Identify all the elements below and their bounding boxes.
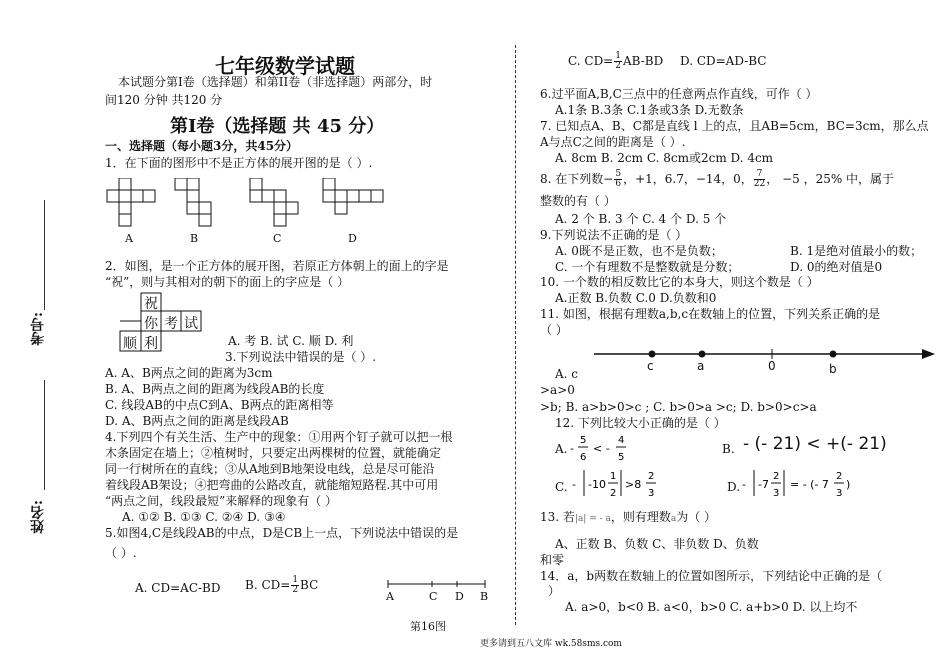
- q2-char-shi: 试: [184, 316, 198, 332]
- q1-label-d: D: [348, 232, 357, 245]
- q5-option-c-prefix: C. CD=: [568, 54, 614, 68]
- q13-end: 为（ ）: [676, 510, 717, 524]
- q5-option-d: D. CD=AD-BC: [680, 54, 767, 68]
- q13-abs-condition: |a| = - a: [574, 514, 611, 524]
- q8-den-1: 6: [615, 179, 622, 189]
- q13-mid: ，则有理数: [610, 510, 671, 524]
- svg-text:1: 1: [610, 471, 617, 482]
- q5-label-a: A: [386, 590, 394, 603]
- q12-option-d-math: [740, 464, 860, 502]
- q2-text: 2．如图，是一个正方体的展开图，若原正方体朝上的面上的字是: [105, 259, 449, 273]
- q1-text: 1．在下面的图形中不是正方体的展开图的是（ ）.: [105, 156, 373, 170]
- q14-text: 14．a，b两数在数轴上的位置如图所示，下列结论中正确的是（: [540, 569, 883, 583]
- q9-option-c: C. 一个有理数不是整数就是分数；: [555, 260, 740, 274]
- q5-text-2: （ ）.: [105, 546, 137, 560]
- svg-text:-: -: [742, 478, 746, 491]
- q8-suffix: ， −5 ，25% 中，属于: [766, 172, 895, 186]
- svg-text:2: 2: [836, 471, 843, 482]
- q12-option-b-label: B.: [722, 442, 735, 456]
- q5-option-b-prefix: B. CD=: [245, 578, 291, 592]
- q13-var: a: [670, 514, 677, 524]
- q2-char-kao: 考: [164, 316, 178, 332]
- svg-text:3: 3: [836, 488, 843, 499]
- q5-option-c-suffix: AB-BD: [622, 54, 664, 68]
- q11-text-2: （ ）: [540, 323, 568, 337]
- q5-label-c: C: [429, 590, 438, 603]
- q3-option-b: B. A、B两点之间的距离为线段AB的长度: [105, 382, 325, 396]
- svg-text:3: 3: [648, 488, 655, 499]
- exam-no-label: 考号:: [30, 312, 46, 346]
- q5-segment-figure: [385, 578, 490, 590]
- q14-options: A. a>0，b<0 B. a<0，b>0 C. a+b>0 D. 以上均不: [565, 600, 858, 614]
- q4-options: A. ①② B. ①③ C. ②④ D. ③④: [122, 510, 286, 524]
- q11-options-rest: >b; B. a>b>0>c ; C. b>0>a >c; D. b>0>c>a: [540, 400, 817, 414]
- section-heading: 一、选择题（每小题3分，共45分）: [105, 139, 299, 153]
- svg-text:5: 5: [580, 435, 587, 446]
- q13-text: [540, 509, 716, 527]
- svg-text:= - (- 7: = - (- 7: [790, 478, 829, 491]
- svg-text:4: 4: [618, 435, 625, 446]
- axis-label-0: 0: [768, 359, 776, 373]
- q10-options: A.正数 B.负数 C.0 D.负数和0: [555, 291, 717, 305]
- q6-text: 6.过平面A,B,C三点中的任意两点作直线，可作（ ）: [540, 87, 818, 101]
- q14-text-2: ）: [548, 584, 561, 598]
- svg-text:-: -: [572, 478, 576, 491]
- q12-option-a-math: [568, 430, 638, 466]
- q11-text: 11. 如图，根据有理数a,b,c在数轴上的位置，下列关系正确的是: [540, 307, 881, 321]
- name-label: 姓名:: [30, 500, 46, 534]
- q3-option-d: D. A、B两点之间的距离是线段AB: [105, 414, 289, 428]
- q9-option-d: D. 0的绝对值是0: [790, 260, 883, 274]
- q5-label-b: B: [480, 590, 489, 603]
- q8-middle: ，+1，6.7，−14，0，: [623, 172, 753, 186]
- q8-num-2: 7: [754, 170, 765, 180]
- q8-fraction-2: [754, 170, 765, 189]
- svg-text:2: 2: [648, 471, 655, 482]
- part-title: 第Ⅰ卷（选择题 共 45 分）: [170, 116, 385, 137]
- q7-text-2: A与点C之间的距离是（ ）.: [540, 135, 686, 149]
- q8-den-2: 22: [753, 179, 766, 189]
- q5-option-b-suffix: BC: [300, 578, 319, 592]
- q1-label-b: B: [190, 232, 199, 245]
- q7-options: A. 8cm B. 2cm C. 8cm或2cm D. 4cm: [555, 151, 774, 165]
- svg-text:-10: -10: [588, 478, 606, 491]
- intro-line-1: 本试题分第Ⅰ卷（选择题）和第II卷（非选择题）两部分，时: [118, 75, 433, 89]
- q12-option-c-label: C.: [555, 480, 568, 494]
- q8-text: [540, 170, 894, 189]
- q2-options: A. 考 B. 试 C. 顺 D. 利: [228, 334, 354, 348]
- name-line: [44, 380, 45, 490]
- q3-text: 3.下列说法中错误的是（ ）.: [225, 350, 377, 364]
- q1-label-a: A: [125, 232, 133, 245]
- half-den: 2: [292, 585, 299, 595]
- q8-num-1: 5: [615, 169, 622, 179]
- svg-text:2: 2: [610, 488, 617, 499]
- q4-line-5: “两点之间，线段最短”来解释的现象有（ ）: [105, 494, 338, 508]
- q5-label-d: D: [455, 590, 464, 603]
- svg-text:): ): [846, 478, 851, 491]
- q9-text: 9.下列说法不正确的是（ ）: [540, 228, 688, 242]
- q4-line-2: 木条固定在墙上；②植树时，只要定出两棵树的位置，就能确定: [105, 446, 442, 460]
- q5-text: 5.如图4,C是线段AB的中点，D是CB上一点，下列说法中错误的是: [105, 526, 459, 540]
- q2-char-shun: 顺: [123, 336, 137, 352]
- q12-option-c-math: [570, 464, 665, 502]
- q4-line-4: 着线段AB架设；④把弯曲的公路改直，就能缩短路程.其中可用: [105, 478, 439, 492]
- q5-half-fraction: [291, 576, 299, 595]
- q7-text: 7. 已知点A、B、C都是直线 l 上的点，且AB=5cm，BC=3cm，那么点: [540, 119, 929, 133]
- q11-option-a-2: >a>0: [540, 383, 575, 397]
- half-den-c: 2: [615, 61, 621, 71]
- exam-no-line: [44, 200, 45, 310]
- page-title: 七年级数学试题: [215, 54, 355, 78]
- q4-line-1: 4.下列四个有关生活、生产中的现象：①用两个钉子就可以把一根: [105, 430, 453, 444]
- half-num: 1: [292, 575, 299, 585]
- q3-option-a: A. A、B两点之间的距离为3cm: [105, 366, 273, 380]
- q8-fraction-1: [614, 170, 622, 189]
- svg-text:>8: >8: [625, 478, 642, 491]
- q9-option-b: B. 1是绝对值最小的数；: [790, 244, 923, 258]
- q4-line-3: 同一行树所在的直线；③从A地到B地架设电线，总是尽可能沿: [105, 462, 435, 476]
- q1-label-c: C: [273, 232, 282, 245]
- q12-option-d-label: D.: [727, 480, 741, 494]
- q13-options: A、正数 B、负数 C、非负数 D、负数: [555, 537, 759, 551]
- svg-text:< -: < -: [593, 442, 610, 455]
- q12-option-a-label: A.: [555, 442, 568, 456]
- svg-text:-7: -7: [758, 478, 769, 491]
- q8-text-2: 整数的有（ ）: [540, 194, 616, 208]
- axis-label-c: c: [647, 359, 654, 373]
- q13-options-tail: 和零: [540, 553, 565, 567]
- q13-prefix: 13. 若: [540, 510, 575, 524]
- column-divider: [515, 45, 516, 625]
- q3-option-c: C. 线段AB的中点C到A、B两点的距离相等: [105, 398, 334, 412]
- svg-text:5: 5: [618, 452, 625, 463]
- q10-text: 10. 一个数的相反数比它的本身大，则这个数是（ ）: [540, 275, 819, 289]
- site-footer: 更多请到五八文库 wk.58sms.com: [480, 639, 622, 649]
- q8-prefix: 8. 在下列数−: [540, 172, 614, 186]
- q2-char-li: 利: [144, 336, 158, 352]
- intro-line-2: 间120 分钟 共120 分: [105, 93, 223, 107]
- q6-options: A.1条 B.3条 C.1条或3条 D.无数条: [555, 103, 744, 117]
- q11-number-line: [592, 344, 937, 364]
- axis-label-a: a: [697, 359, 705, 373]
- q12-text: 12. 下列比较大小正确的是（ ）: [555, 416, 726, 430]
- q5c-half-fraction: [614, 52, 622, 71]
- q2-char-zhu: 祝: [144, 296, 158, 312]
- q5-option-b: [245, 576, 318, 595]
- svg-text:6: 6: [580, 452, 587, 463]
- q2-text-2: “祝”，则与其相对的朝下的面上的字应是（ ）: [105, 275, 350, 289]
- q5-option-c: [568, 52, 663, 71]
- q12-option-b: - (- 21) < +(- 21): [743, 434, 887, 454]
- svg-text:-: -: [570, 442, 574, 455]
- half-num-c: 1: [615, 51, 621, 61]
- svg-text:2: 2: [773, 471, 780, 482]
- q11-option-a: A. c: [555, 367, 579, 381]
- q5-option-a: A. CD=AC-BD: [135, 581, 221, 595]
- q9-option-a: A. 0既不是正数，也不是负数；: [555, 244, 723, 258]
- q2-char-ni: 你: [144, 316, 158, 332]
- svg-text:3: 3: [773, 488, 780, 499]
- figure-caption: 第16图: [410, 620, 446, 633]
- q8-options: A. 2 个 B. 3 个 C. 4 个 D. 5 个: [555, 212, 727, 226]
- axis-label-b: b: [829, 362, 837, 376]
